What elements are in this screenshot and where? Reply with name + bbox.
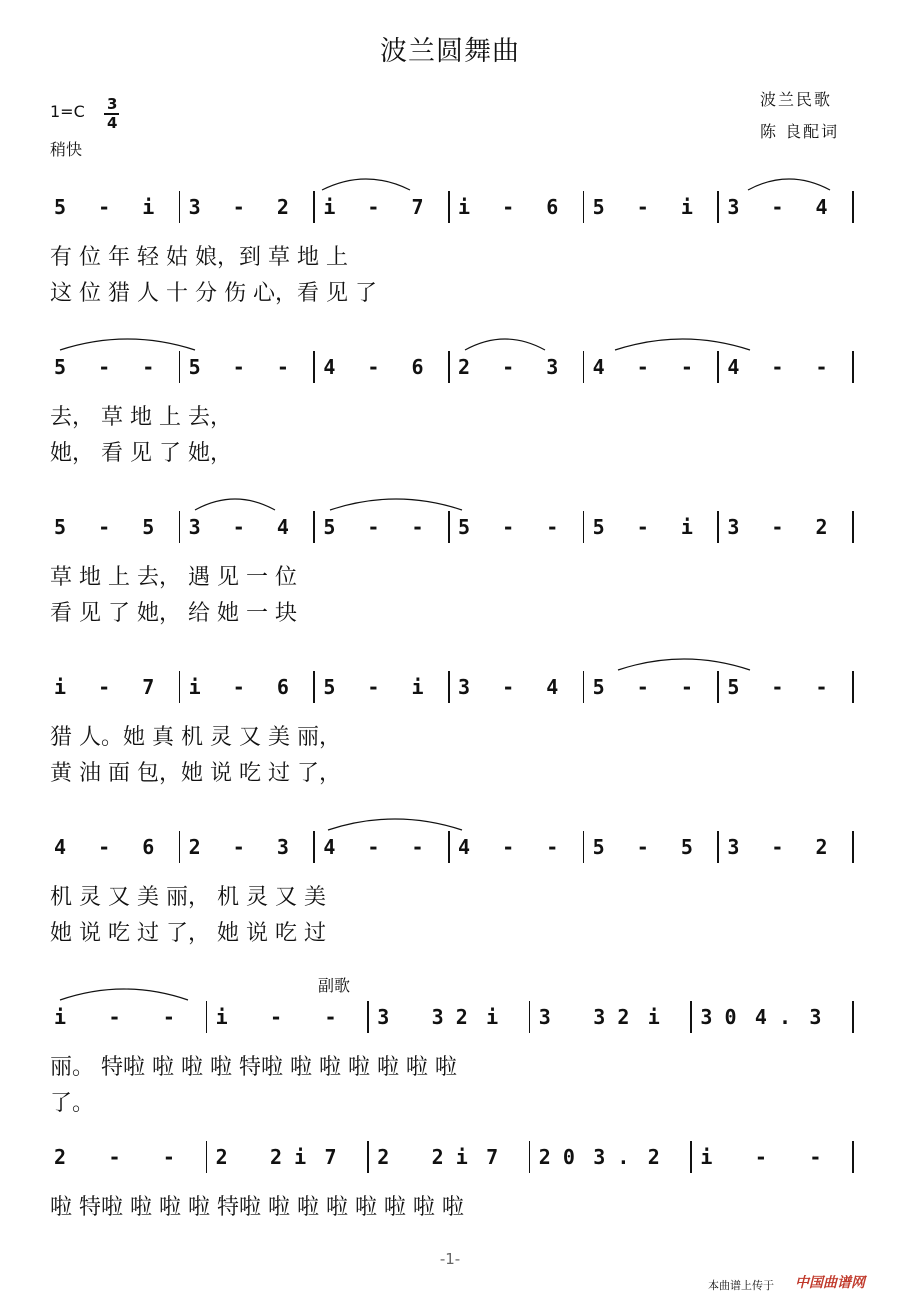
note: - [815, 675, 828, 699]
note: - [502, 835, 515, 859]
lyric-line: 看 见 了 她， 给 她 一 块 [50, 601, 297, 626]
note: - [771, 355, 784, 379]
note: - [411, 515, 424, 539]
lyric-line: 去， 草 地 上 去， [50, 405, 232, 430]
note: i [680, 195, 693, 219]
note: i [215, 1005, 228, 1029]
lyric-line: 草 地 上 去， 遇 见 一 位 [50, 565, 297, 590]
note: 4 [546, 675, 559, 699]
note: 4 [815, 195, 828, 219]
footer-text: 本曲谱上传于 [708, 1279, 774, 1292]
note: - [680, 355, 693, 379]
bar-line [529, 1001, 531, 1033]
page-number: -1- [439, 1250, 461, 1268]
note: 3 [188, 515, 201, 539]
note: - [771, 195, 784, 219]
note: 6 [546, 195, 559, 219]
note: 5 [323, 675, 336, 699]
note: - [680, 675, 693, 699]
note: 2 [377, 1145, 390, 1169]
note: 5 [54, 355, 67, 379]
note: - [636, 195, 649, 219]
note: 5 [54, 195, 67, 219]
note: 2 [815, 835, 828, 859]
bar-line [448, 191, 450, 223]
lyricist-credit: 陈 良配词 [760, 122, 840, 141]
bar-line [852, 351, 854, 383]
note: 7 [142, 675, 155, 699]
note: - [367, 515, 380, 539]
lyric-line: 黄 油 面 包，她 说 吃 过 了， [50, 761, 341, 786]
note: - [367, 195, 380, 219]
note: - [232, 195, 245, 219]
note: 5 [592, 515, 605, 539]
bar-line [852, 511, 854, 543]
note: - [502, 355, 515, 379]
time-signature-bottom: 4 [107, 114, 118, 132]
bar-line [313, 671, 315, 703]
note: 3 . [593, 1145, 630, 1169]
note: 2 0 [538, 1145, 575, 1169]
bar-line [206, 1141, 208, 1173]
bar-line [852, 1001, 854, 1033]
bar-line [717, 671, 719, 703]
bar-line [448, 511, 450, 543]
bar-line [313, 511, 315, 543]
note: - [232, 675, 245, 699]
note: 4 [323, 355, 336, 379]
lyric-line: 啦 特啦 啦 啦 啦 特啦 啦 啦 啦 啦 啦 啦 啦 [50, 1195, 464, 1220]
lyric-line: 猎 人。她 真 机 灵 又 美 丽， [50, 725, 341, 750]
page-title: 波兰圆舞曲 [380, 36, 520, 67]
lyric-line: 她 说 吃 过 了， 她 说 吃 过 [50, 921, 326, 946]
tempo-marking: 稍快 [50, 140, 83, 159]
bar-line [690, 1001, 692, 1033]
slur [60, 989, 188, 1000]
note: 2 [815, 515, 828, 539]
note: 3 [538, 1005, 551, 1029]
note: - [771, 515, 784, 539]
note: - [142, 355, 155, 379]
slur [60, 339, 195, 350]
bar-line [583, 831, 585, 863]
bar-line [583, 511, 585, 543]
note: - [270, 1005, 283, 1029]
note: 5 [592, 835, 605, 859]
lyric-line: 有 位 年 轻 姑 娘，到 草 地 上 [50, 245, 348, 270]
note: - [502, 675, 515, 699]
note: - [98, 355, 111, 379]
note: 5 [592, 675, 605, 699]
slur [328, 819, 462, 830]
note: - [411, 835, 424, 859]
bar-line [717, 831, 719, 863]
note: i [54, 1005, 67, 1029]
lyric-line: 这 位 猎 人 十 分 伤 心，看 见 了 [50, 281, 377, 306]
note: - [636, 515, 649, 539]
note: - [754, 1145, 767, 1169]
bar-line [313, 831, 315, 863]
note: 3 [377, 1005, 390, 1029]
note: i [680, 515, 693, 539]
note: 5 [458, 515, 471, 539]
bar-line [852, 831, 854, 863]
note: 2 [215, 1145, 228, 1169]
note: 7 [486, 1145, 499, 1169]
bar-line [367, 1001, 369, 1033]
note: i [647, 1005, 660, 1029]
note: 2 [276, 195, 289, 219]
note: 3 [276, 835, 289, 859]
note: - [809, 1145, 822, 1169]
note: 2 [188, 835, 201, 859]
bar-line [529, 1141, 531, 1173]
note: 4 [592, 355, 605, 379]
note: - [232, 355, 245, 379]
note: 4 [323, 835, 336, 859]
slur [330, 499, 462, 510]
lyric-line: 机 灵 又 美 丽， 机 灵 又 美 [50, 885, 326, 910]
note: i [142, 195, 155, 219]
note: 4 [458, 835, 471, 859]
note: 5 [727, 675, 740, 699]
slur [618, 659, 750, 670]
note: - [232, 515, 245, 539]
note: 4 [727, 355, 740, 379]
note: 2 i [270, 1145, 307, 1169]
lyric-line: 了。 [50, 1091, 95, 1116]
note: i [700, 1145, 713, 1169]
bar-line [179, 511, 181, 543]
note: - [502, 195, 515, 219]
note: - [367, 835, 380, 859]
song-origin: 波兰民歌 [760, 90, 833, 109]
note: - [546, 515, 559, 539]
note: - [367, 675, 380, 699]
note: 4 [54, 835, 67, 859]
note: 3 [809, 1005, 822, 1029]
footer-brand-logo: 中国曲谱网 [795, 1275, 865, 1291]
note: - [162, 1145, 175, 1169]
note: 2 i [431, 1145, 468, 1169]
bar-line [852, 191, 854, 223]
note: i [458, 195, 471, 219]
note: - [367, 355, 380, 379]
key-signature: 1=C [50, 102, 85, 121]
lyric-line: 她， 看 见 了 她， [50, 441, 232, 466]
note: - [636, 675, 649, 699]
note: 3 [727, 195, 740, 219]
bar-line [179, 671, 181, 703]
note: 2 [54, 1145, 67, 1169]
bar-line [448, 831, 450, 863]
note: 3 2 [593, 1005, 630, 1029]
refrain-label: 副歌 [318, 976, 351, 995]
note: 5 [188, 355, 201, 379]
slur [322, 179, 410, 190]
bar-line [179, 191, 181, 223]
bar-line [583, 671, 585, 703]
note: 2 [647, 1145, 660, 1169]
note: 5 [680, 835, 693, 859]
note: i [411, 675, 424, 699]
bar-line [583, 351, 585, 383]
note: 5 [54, 515, 67, 539]
note: i [323, 195, 336, 219]
note: - [636, 835, 649, 859]
note: 3 [188, 195, 201, 219]
note: - [324, 1005, 337, 1029]
note: - [771, 835, 784, 859]
slur [615, 339, 750, 350]
bar-line [367, 1141, 369, 1173]
bar-line [852, 1141, 854, 1173]
bar-line [179, 831, 181, 863]
bar-line [179, 351, 181, 383]
lyric-line: 丽。 特啦 啦 啦 啦 特啦 啦 啦 啦 啦 啦 啦 [50, 1055, 457, 1080]
note: - [98, 675, 111, 699]
note: 3 0 [700, 1005, 737, 1029]
note: 3 [727, 515, 740, 539]
note: 6 [142, 835, 155, 859]
note: i [188, 675, 201, 699]
note: 5 [142, 515, 155, 539]
note: - [502, 515, 515, 539]
slur [748, 179, 830, 190]
note: 3 [727, 835, 740, 859]
note: - [98, 835, 111, 859]
bar-line [313, 351, 315, 383]
note: 6 [411, 355, 424, 379]
note: - [546, 835, 559, 859]
note: - [162, 1005, 175, 1029]
note: 3 [546, 355, 559, 379]
note: 4 [276, 515, 289, 539]
note: 7 [324, 1145, 337, 1169]
bar-line [852, 671, 854, 703]
note: - [98, 195, 111, 219]
note: i [54, 675, 67, 699]
bar-line [448, 671, 450, 703]
note: - [108, 1145, 121, 1169]
note: - [98, 515, 111, 539]
note: 6 [276, 675, 289, 699]
note: 5 [592, 195, 605, 219]
bar-line [313, 191, 315, 223]
bar-line [206, 1001, 208, 1033]
bar-line [717, 191, 719, 223]
time-signature-top: 3 [107, 95, 118, 113]
bar-line [583, 191, 585, 223]
note: 7 [411, 195, 424, 219]
note: - [276, 355, 289, 379]
note: - [636, 355, 649, 379]
note: i [486, 1005, 499, 1029]
bar-line [717, 351, 719, 383]
bar-line [717, 511, 719, 543]
note: - [108, 1005, 121, 1029]
slur [465, 339, 545, 350]
note: 4 . [754, 1005, 791, 1029]
bar-line [448, 351, 450, 383]
note: 5 [323, 515, 336, 539]
note: - [232, 835, 245, 859]
bar-line [690, 1141, 692, 1173]
note: - [815, 355, 828, 379]
slur [195, 499, 275, 510]
note: 2 [458, 355, 471, 379]
note: 3 2 [431, 1005, 468, 1029]
note: - [771, 675, 784, 699]
note: 3 [458, 675, 471, 699]
